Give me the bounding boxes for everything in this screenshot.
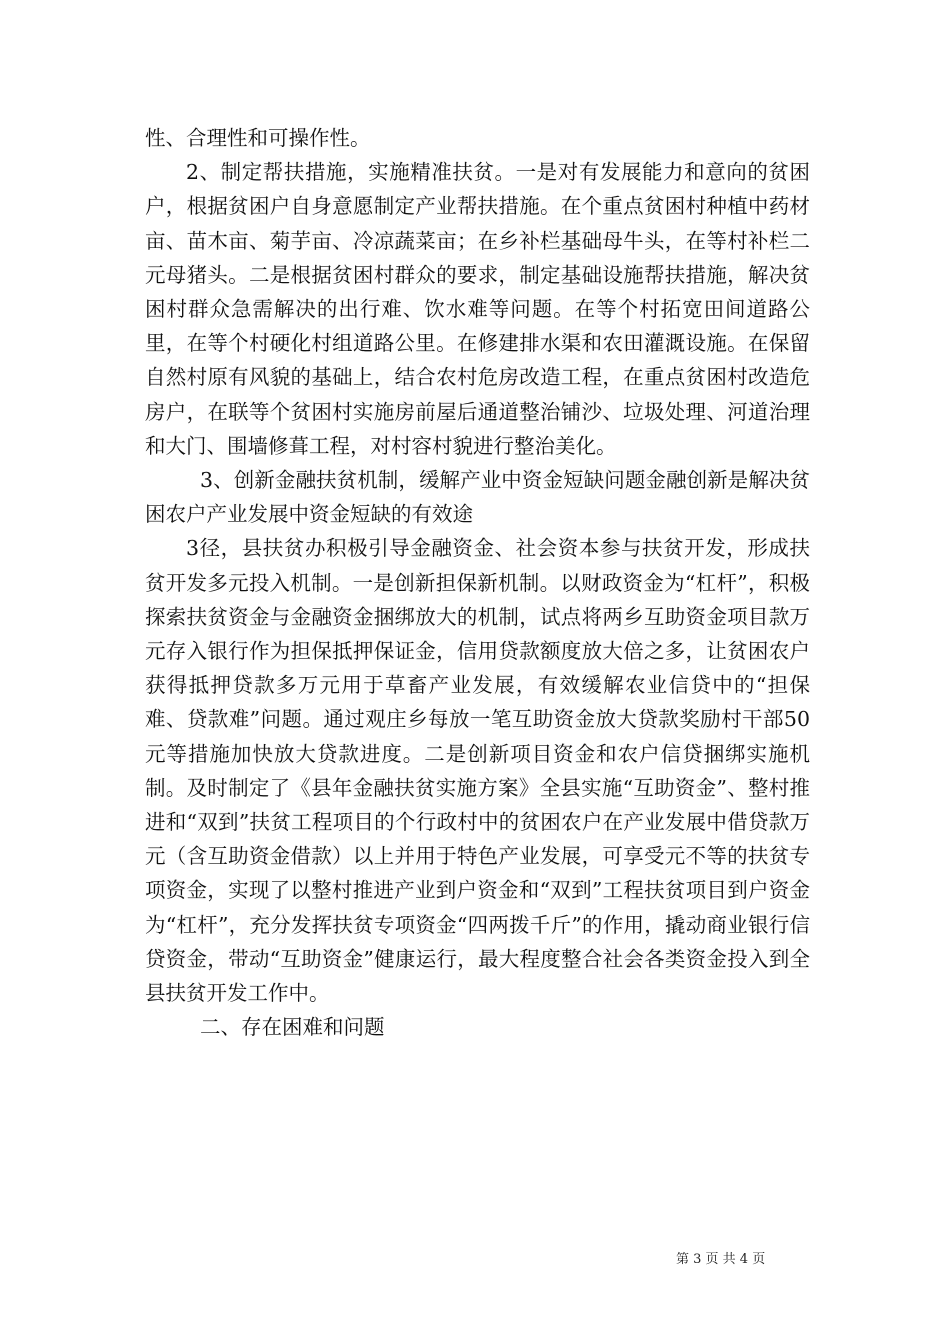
paragraph-continuation: 性、合理性和可操作性。 — [145, 126, 371, 150]
paragraph-assistance-measures: 2、制定帮扶措施，实施精准扶贫。一是对有发展能力和意向的贫困户，根据贫困户自身意愿制定产业帮扶措施。在个重点贫困村种植中药材亩、苗木亩、菊芋亩、冷凉蔬菜亩；在乡补栏基础母牛头，在等村补栏二元母猪头。二是根据贫困村群众的要求，制定基础设施帮扶措施，解决贫困村群众急需解决的出行难、饮水难等问题。在等个村拓宽田间道路公里，在等个村硬化村组道路公里。在修建排水渠和农田灌溉设施。在保留自然村原有风貌的基础上，结合农村危房改造工程，在重点贫困村改造危房户，在联等个贫困村实施房前屋后通道整治铺沙、垃圾处理、河道治理和大门、围墙修葺工程，对村容村貌进行整治美化。 — [145, 160, 810, 458]
paragraph-financial-details: 3径，县扶贫办积极引导金融资金、社会资本参与扶贫开发，形成扶贫开发多元投入机制。一是创新担保新机制。以财政资金为“杠杆”，积极探索扶贫资金与金融资金捆绑放大的机制，试点将两乡互助资金项目款万元存入银行作为担保抵押保证金，信用贷款额度放大倍之多，让贫困农户获得抵押贷款多万元用于草畜产业发展，有效缓解农业信贷中的“担保难、贷款难”问题。通过观庄乡每放一笔互助资金放大贷款奖励村干部50元等措施加快放大贷款进度。二是创新项目资金和农户信贷捆绑实施机制。及时制定了《县年金融扶贫实施方案》全县实施“互助资金”、整村推进和“双到”扶贫工程项目的个行政村中的贫困农户在产业发展中借贷款万元（含互助资金借款）以上并用于特色产业发展，可享受元不等的扶贫专项资金，实现了以整村推进产业到户资金和“双到”工程扶贫项目到户资金为“杠杆”，充分发挥扶贫专项资金“四两拨千斤”的作用，撬动商业银行信贷资金，带动“互助资金”健康运行，最大程度整合社会各类资金投入到全县扶贫开发工作中。 — [145, 536, 810, 1006]
section-heading-problems: 二、存在困难和问题 — [200, 1015, 385, 1040]
paragraph-financial-mechanism: 3、创新金融扶贫机制，缓解产业中资金短缺问题金融创新是解决贫困农户产业发展中资金短缺的有效途 — [145, 468, 810, 527]
page-number: 第 3 页 共 4 页 — [676, 1252, 766, 1267]
document-body — [145, 121, 810, 1044]
